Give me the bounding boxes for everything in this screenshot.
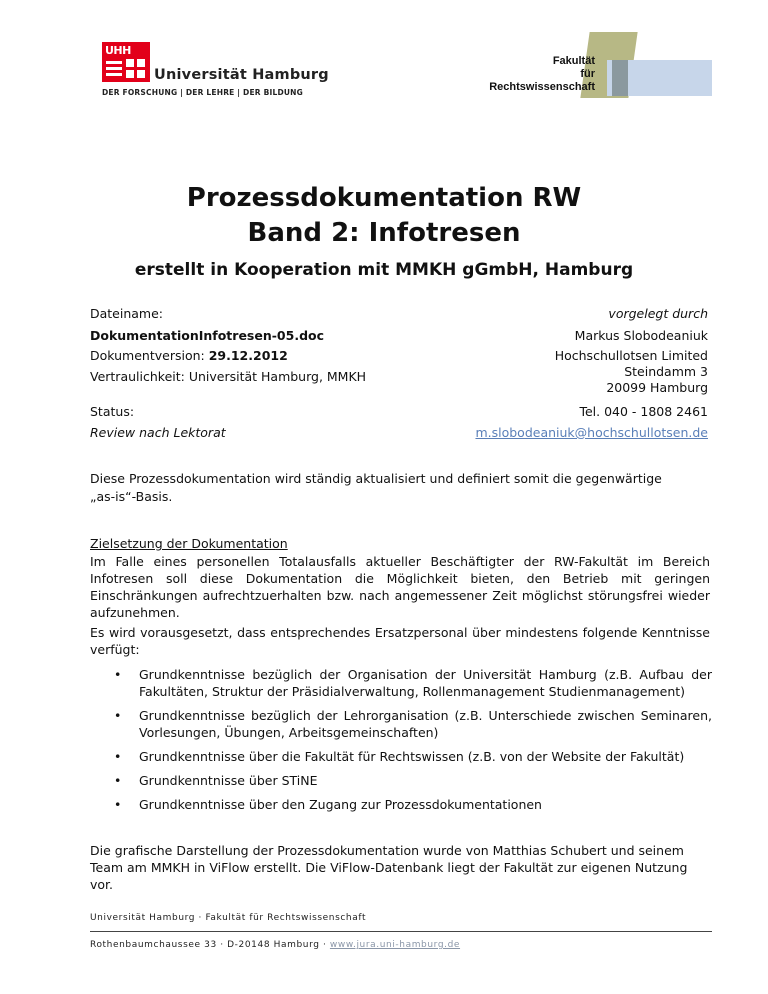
section-paragraph-1: Im Falle eines personellen Totalausfalls aktueller Beschäftigter der RW-Fakultät im Bereich Infotresen soll diese Dokumentation die Möglichkeit bieten, den Betrieb mit geringen Einschränkungen aufrechtzuerhalten bzw. nach angemessener Zeit möglichst störungsfrei wieder aufzunehmen. <box>90 554 710 620</box>
faculty-line-2: für <box>580 68 595 80</box>
author-name: Markus Slobodeaniuk <box>574 328 708 343</box>
closing-paragraph: Die grafische Darstellung der Prozessdokumentation wurde von Matthias Schubert und seinem Team am MMKH in ViFlow erstellt. Die ViFlow-Datenbank liegt der Fakultät zur eigenen Nutzung vor. <box>90 843 688 892</box>
author-company: Hochschullotsen Limited <box>554 348 708 363</box>
intro-line2: „as-is“-Basis. <box>90 489 173 504</box>
list-item: • Grundkenntnisse bezüglich der Organisation der Universität Hamburg (z.B. Aufbau der Fakultäten, Struktur der Präsidialverwaltung, Rollenmanagement Studienmanagement) <box>112 666 712 700</box>
uhh-logo <box>102 42 150 82</box>
faculty-line-3: Rechtswissenschaft <box>489 81 595 93</box>
filename-label: Dateiname: <box>90 306 164 321</box>
version-line <box>90 348 288 364</box>
confidentiality: Vertraulichkeit: Universität Hamburg, MMKH <box>90 369 367 384</box>
list-item: • Grundkenntnisse über STiNE <box>112 772 712 789</box>
uhh-logo-grid <box>126 59 146 79</box>
author-city: 20099 Hamburg <box>606 380 708 395</box>
list-item: • Grundkenntnisse über die Fakultät für Rechtswissen (z.B. von der Website der Fakultät) <box>112 748 712 765</box>
prerequisites-list <box>112 666 712 820</box>
university-name: Universität Hamburg <box>154 67 329 83</box>
intro-line1: Diese Prozessdokumentation wird ständig aktualisiert und definiert somit die gegenwärtige <box>90 471 662 486</box>
author-phone: Tel. 040 - 1808 2461 <box>579 404 708 419</box>
footer-divider <box>90 931 712 932</box>
footer-address: Rothenbaumchaussee 33 · D-20148 Hamburg · <box>90 940 330 950</box>
version-value: 29.12.2012 <box>208 348 288 363</box>
status-label: Status: <box>90 404 135 419</box>
footer-university-line: Universität Hamburg · Fakultät für Rechtswissenschaft <box>90 913 367 923</box>
list-item: • Grundkenntnisse bezüglich der Lehrorganisation (z.B. Unterschiede zwischen Seminaren, Vorlesungen, Übungen, Arbeitsgemeinschaften) <box>112 707 712 741</box>
faculty-line-1: Fakultät <box>552 55 595 67</box>
status-value: Review nach Lektorat <box>90 425 226 440</box>
document-title-line1: Prozessdokumentation RW <box>186 183 582 213</box>
footer-address-line <box>90 940 460 950</box>
submitted-by-label: vorgelegt durch <box>608 306 708 321</box>
filename-value: DokumentationInfotresen-05.doc <box>90 328 325 343</box>
university-tagline: DER FORSCHUNG | DER LEHRE | DER BILDUNG <box>102 88 304 97</box>
uhh-logo-bars <box>106 59 122 79</box>
faculty-logo-text <box>486 55 595 94</box>
section-paragraph-2: Es wird vorausgesetzt, dass entsprechendes Ersatzpersonal über mindestens folgende Kenntnisse verfügt: <box>90 625 710 657</box>
document-subtitle: erstellt in Kooperation mit MMKH gGmbH, Hamburg <box>134 260 634 280</box>
author-email-link[interactable]: m.slobodeaniuk@hochschullotsen.de <box>475 425 708 440</box>
version-label: Dokumentversion: <box>90 348 209 363</box>
footer-website-link[interactable]: www.jura.uni-hamburg.de <box>329 940 461 950</box>
list-item: • Grundkenntnisse über den Zugang zur Prozessdokumentationen <box>112 796 712 813</box>
uhh-logo-text: UHH <box>105 44 131 57</box>
author-street: Steindamm 3 <box>624 364 708 379</box>
faculty-logo-dark-block <box>612 60 628 96</box>
document-title-line2: Band 2: Infotresen <box>247 218 521 248</box>
section-heading: Zielsetzung der Dokumentation <box>90 536 288 551</box>
